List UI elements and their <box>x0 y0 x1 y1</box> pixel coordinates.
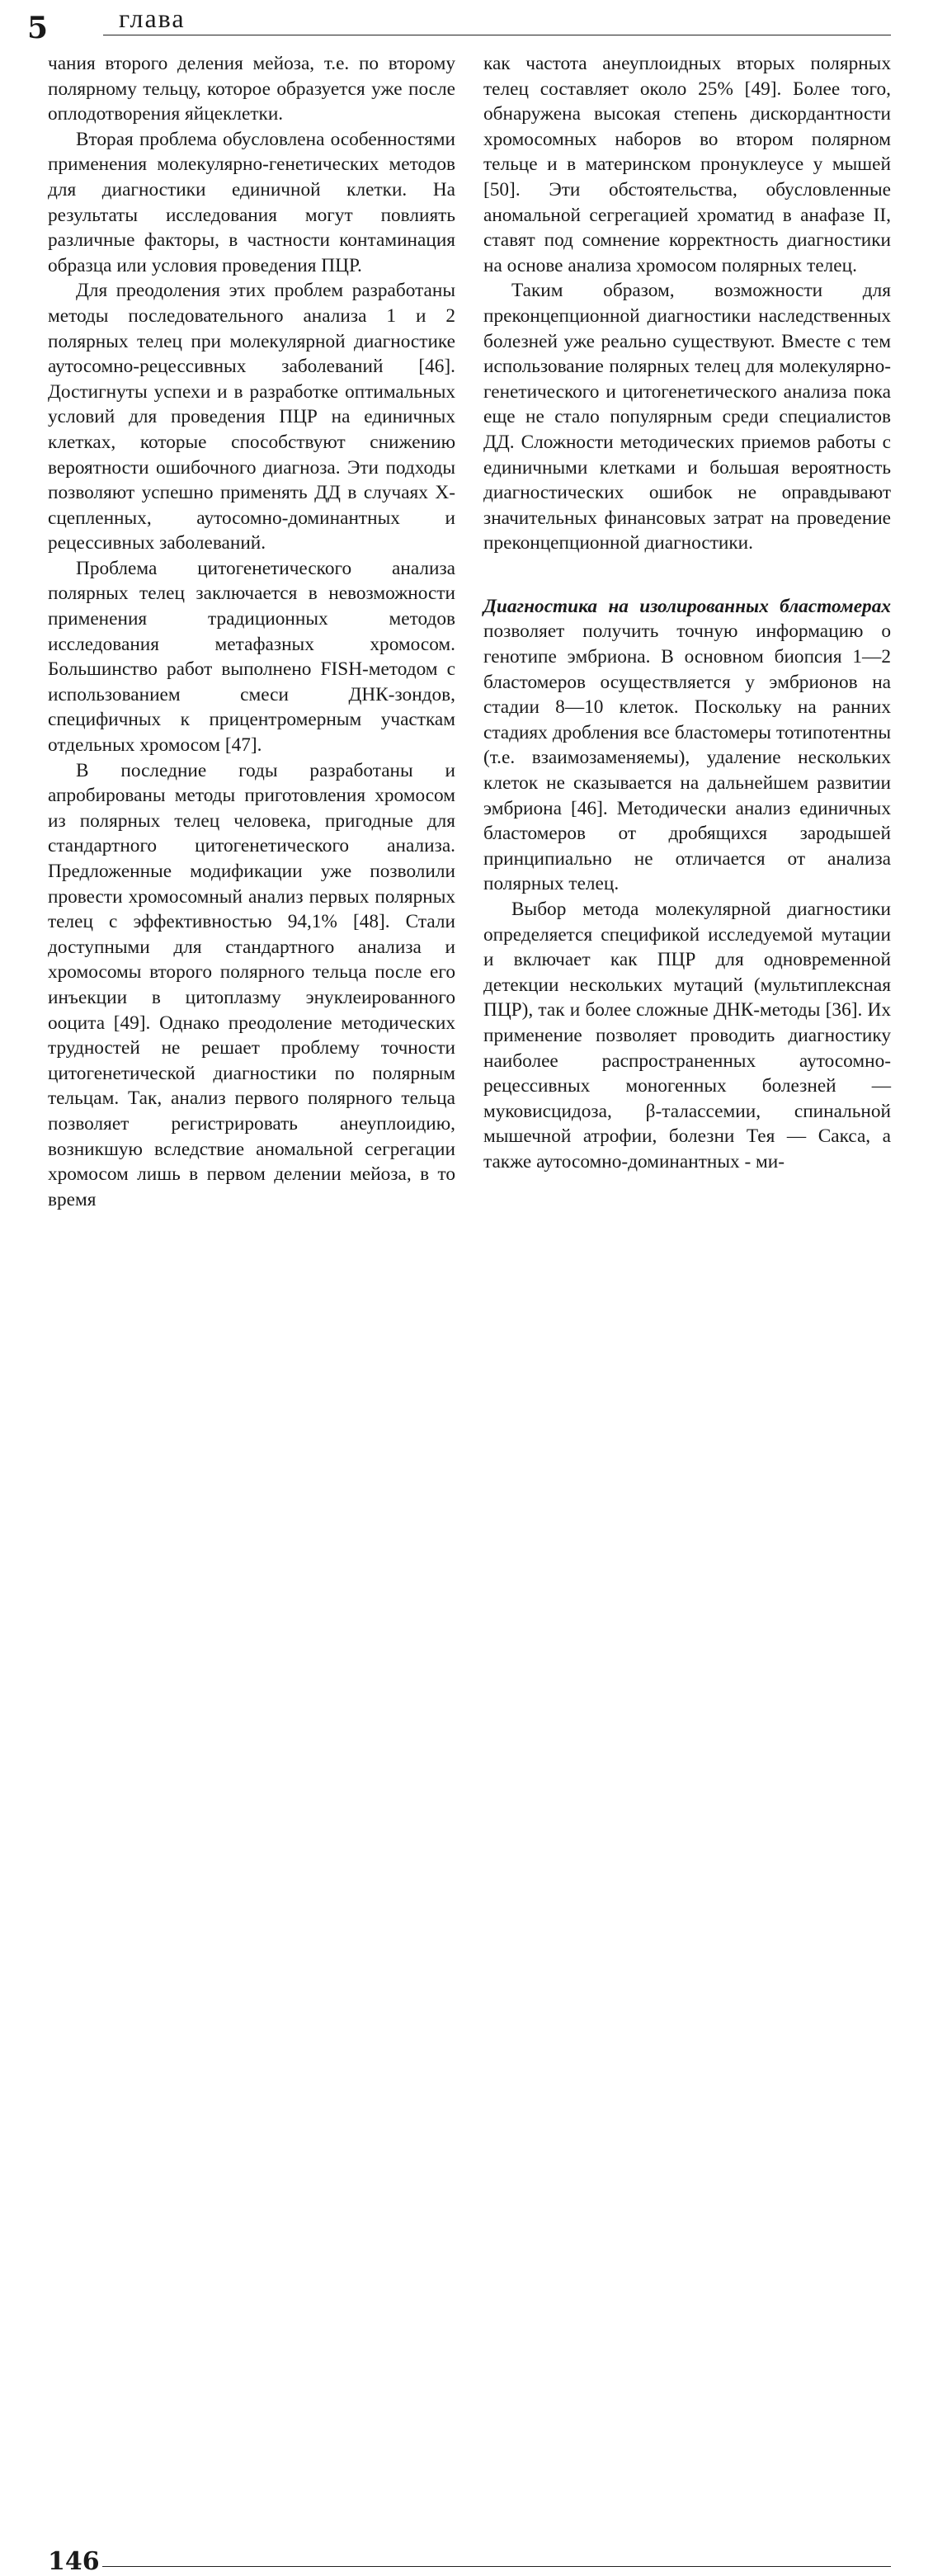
chapter-label: глава <box>119 3 186 33</box>
page-header <box>0 0 933 50</box>
paragraph: В последние годы разработаны и апробированы методы приготовления хромосом из полярных телец человека, пригодные для стандартного цитогенетического анализа. Предложенные модификации уже позволили провести хромосомный анализ первых полярных телец с эффективностью 94,1% [48]. Стали доступными для стандартного анализа и хромосомы второго полярного тельца после его инъекции в цитоплазму энуклеированного ооцита [49]. Однако преодоление методических трудностей не решает проблему точности цитогенетической диагностики по полярным тельцам. Так, анализ первого полярного тельца позволяет регистрировать анеуплоидию, возникшую вследствие аномальной сегрегации хромосом лишь в первом делении мейоза, в то время <box>48 759 455 1210</box>
chapter-number: 5 <box>27 11 49 45</box>
page-footer <box>0 1271 933 2576</box>
paragraph: Выбор метода молекулярной диагностики определяется спецификой исследуемой мутации и включает как ПЦР для одновременной детекции нескольких мутаций (мультиплексная ПЦР), так и более сложные ДНК-методы [36]. Их применение позволяет проводить диагностику наиболее распространенных аутосомно-рецессивных моногенных болезней — муковисцидоза, β-талассемии, спинальной мышечной атрофии, болезни Тея — Сакса, а также аутосомно-доминантных - ми- <box>483 899 891 1172</box>
paragraph: Таким образом, возможности для преконцепционной диагностики наследственных болезней уже реально существуют. Вместе с тем использование полярных телец для молекулярно-генетического и цитогенетического анализа пока еще не стало популярным среди специалистов ДД. Сложности методических приемов работы с единичными клетками и большая вероятность диагностических ошибок не оправдывают значительных финансовых затрат на проведение преконцепционной диагностики. <box>483 280 891 554</box>
paragraph: чания второго деления мейоза, т.е. по второму полярному тельцу, которое образуется уже после оплодотворения яйцеклетки. <box>48 53 455 125</box>
section-lead-term: Диагностика на изолированных бластомерах <box>483 595 891 617</box>
left-column <box>48 51 455 1212</box>
paragraph-text: позволяет получить точную информацию о генотипе эмбриона. В основном биопсия 1—2 бластомеров осуществляется у эмбрионов на стадии 8—10 клеток. Поскольку на ранних стадиях дробления все бластомеры тотипотентны (т.е. взаимозаменяемы), удаление нескольких клеток не сказывается на дальнейшем развитии эмбриона [46]. Методически анализ единичных бластомеров от дробящихся зародышей принципиально не отличается от анализа полярных телец. <box>483 620 891 895</box>
section-gap <box>483 556 891 594</box>
paragraph: Проблема цитогенетического анализа полярных телец заключается в невозможности применения традиционных методов исследования метафазных хромосом. Большинство работ выполнено FISH-методом с использованием смеси ДНК-зондов, специфичных к прицентромерным участкам отдельных хромосом [47]. <box>48 557 455 757</box>
paragraph: Вторая проблема обусловлена особенностями применения молекулярно-генетических методов для диагностики единичной клетки. На результаты исследования могут повлиять различные факторы, в частности контаминация образца или условия проведения ПЦР. <box>48 128 455 276</box>
paragraph: как частота анеуплоидных вторых полярных телец составляет около 25% [49]. Более того, обнаружена высокая степень дискордантности хромосомных наборов во втором полярном тельце и в материнском пронуклеусе у мышей [50]. Эти обстоятельства, обусловленные аномальной сегрегацией хроматид в анафазе II, ставят под сомнение корректность диагностики на основе анализа хромосом полярных телец. <box>483 53 891 276</box>
footer-rule <box>102 2566 891 2567</box>
paragraph-section-start <box>483 594 891 897</box>
paragraph: Для преодоления этих проблем разработаны методы последовательного анализа 1 и 2 полярных телец при молекулярной диагностике аутосомно-рецессивных заболеваний [46]. Достигнуты успехи и в разработке оптимальных условий для проведения ПЦР на единичных клетках, которые способствуют снижению вероятности ошибочного диагноза. Эти подходы позволяют успешно применять ДД в случаях Х-сцепленных, аутосомно-доминантных и рецессивных заболеваний. <box>48 280 455 554</box>
right-column <box>483 51 891 1175</box>
page-number: 146 <box>48 2547 100 2576</box>
